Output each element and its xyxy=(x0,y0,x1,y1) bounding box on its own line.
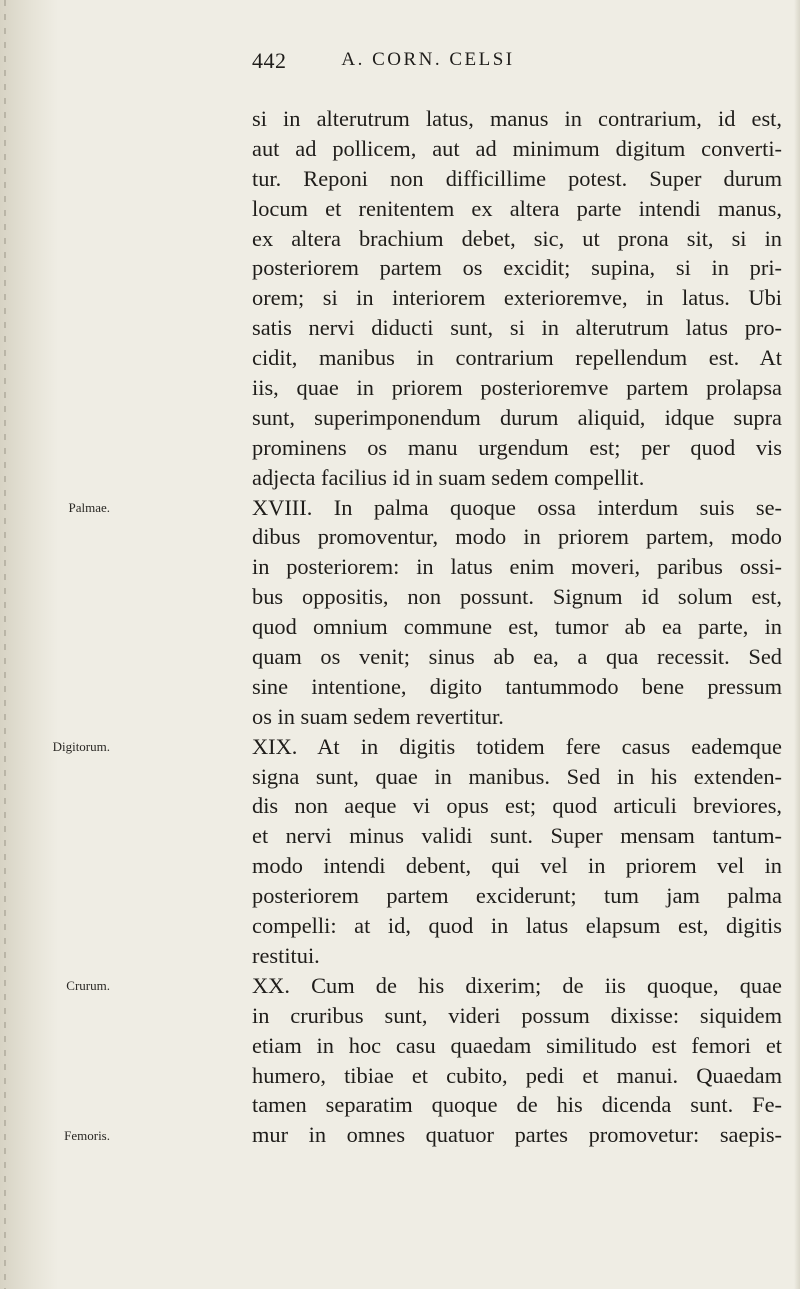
text-line: etiam in hoc casu quaedam similitudo est femori et xyxy=(252,1032,782,1058)
running-title: A. CORN. CELSI xyxy=(341,49,515,70)
section-xix-line: XIX. At in digitis totidem fere casus eademque xyxy=(252,733,782,759)
text-line: posteriorem partem exciderunt; tum jam palma xyxy=(252,883,782,909)
text-line: ex altera brachium debet, sic, ut prona sit, si in xyxy=(252,225,782,251)
text-line: bus oppositis, non possunt. Signum id solum est, xyxy=(252,584,782,610)
text-line: iis, quae in priorem posterioremve partem prolapsa xyxy=(252,375,782,401)
text-line: cidit, manibus in contrarium repellendum est. At xyxy=(252,345,782,371)
text-line: in posteriorem: in latus enim moveri, paribus ossi- xyxy=(252,554,782,580)
text-line: modo intendi debent, qui vel in priorem vel in xyxy=(252,853,782,879)
text-line: aut ad pollicem, aut ad minimum digitum converti- xyxy=(252,135,782,161)
text-line: mur in omnes quatuor partes promovetur: saepis- xyxy=(252,1122,782,1148)
text-line: locum et renitentem ex altera parte intendi manus, xyxy=(252,195,782,221)
text-line: quod omnium commune est, tumor ab ea parte, in xyxy=(252,614,782,640)
page-edge-shadow xyxy=(794,0,800,1289)
text-line: humero, tibiae et cubito, pedi et manui. Quaedam xyxy=(252,1062,782,1088)
text-line: dibus promoventur, modo in priorem partem, modo xyxy=(252,524,782,550)
text-line: compelli: at id, quod in latus elapsum est, digitis xyxy=(252,913,782,939)
text-line: in cruribus sunt, videri possum dixisse: siquidem xyxy=(252,1002,782,1028)
text-line: tamen separatim quoque de his dicenda sunt. Fe- xyxy=(252,1092,782,1118)
text-line: quam os venit; sinus ab ea, a qua recessit. Sed xyxy=(252,644,782,670)
text-line: satis nervi diducti sunt, si in alterutrum latus pro- xyxy=(252,315,782,341)
text-line: orem; si in interiorem exterioremve, in latus. Ubi xyxy=(252,285,782,311)
text-line: et nervi minus validi sunt. Super mensam tantum- xyxy=(252,823,782,849)
text-line: si in alterutrum latus, manus in contrarium, id est, xyxy=(252,106,782,131)
text-line: dis non aeque vi opus est; quod articuli breviores, xyxy=(252,793,782,819)
body-text xyxy=(252,104,782,1150)
margin-note-crurum: Crurum. xyxy=(66,978,110,993)
margin-note-femoris: Femoris. xyxy=(64,1128,110,1143)
text-line: os in suam sedem revertitur. xyxy=(252,703,504,729)
page-gutter-shadow xyxy=(0,0,58,1289)
text-line: prominens os manu urgendum est; per quod vis xyxy=(252,434,782,460)
text-line: restitui. xyxy=(252,942,320,968)
margin-note-digitorum: Digitorum. xyxy=(52,739,110,754)
text-line: adjecta facilius id in suam sedem compellit. xyxy=(252,464,645,490)
text-line: posteriorem partem os excidit; supina, si in pri- xyxy=(252,255,782,281)
text-line: tur. Reponi non difficillime potest. Super durum xyxy=(252,165,782,191)
margin-note-palmae: Palmae. xyxy=(68,500,110,515)
text-line: sine intentione, digito tantummodo bene pressum xyxy=(252,673,782,699)
text-line: sunt, superimponendum durum aliquid, idque supra xyxy=(252,404,782,430)
page-number: 442 xyxy=(252,48,287,73)
running-head xyxy=(0,48,800,78)
section-xx-line: XX. Cum de his dixerim; de iis quoque, quae xyxy=(252,972,782,998)
section-xviii-line: XVIII. In palma quoque ossa interdum suis se- xyxy=(252,494,782,520)
text-line: signa sunt, quae in manibus. Sed in his extenden- xyxy=(252,763,782,789)
